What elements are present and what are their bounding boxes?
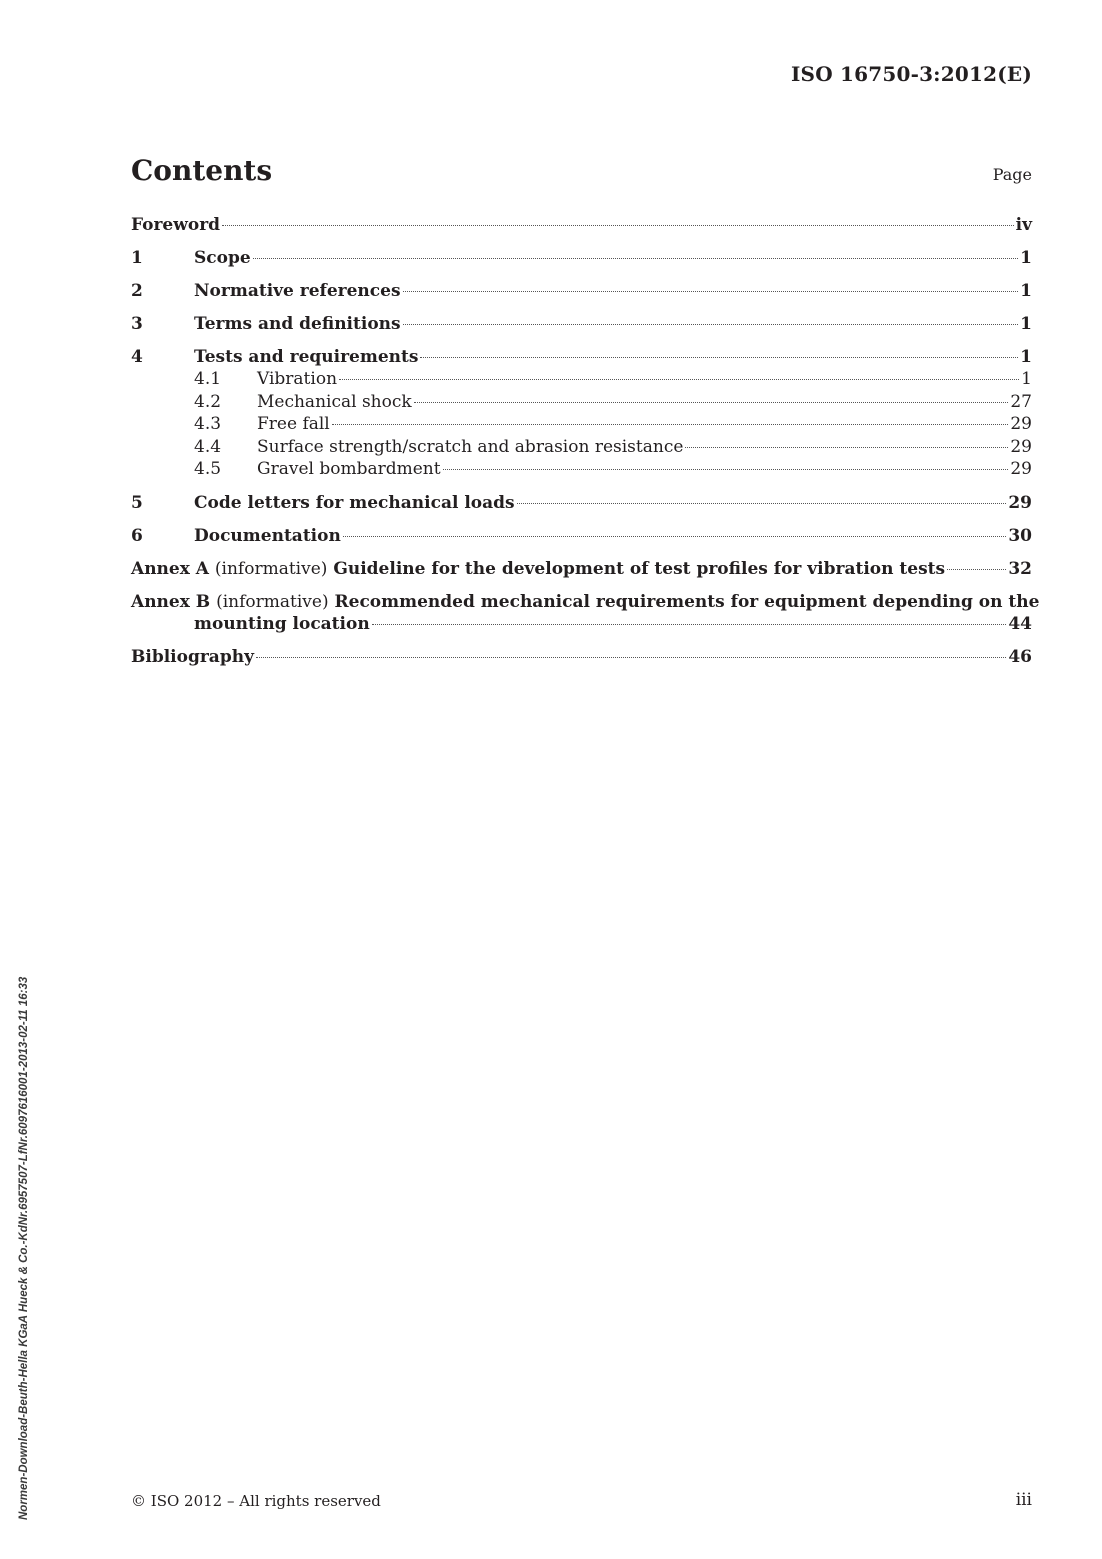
- dot-leader: [517, 503, 1007, 504]
- toc-entry-terms-and-definitions[interactable]: [131, 313, 1032, 335]
- toc-entry-title: Surface strength/scratch and abrasion resistance: [257, 436, 684, 457]
- toc-subentry-free-fall[interactable]: [131, 413, 1032, 436]
- toc-entry-page: 29: [1010, 459, 1032, 479]
- toc-entry-page: 29: [1010, 436, 1032, 457]
- toc-entry-page: 1: [1020, 314, 1032, 334]
- toc-entry-page: iv: [1015, 215, 1032, 235]
- dot-leader: [414, 402, 1009, 403]
- annex-label: Annex B: [131, 591, 211, 612]
- toc-entry-title: Bibliography: [131, 646, 254, 667]
- toc-subentry-vibration[interactable]: [131, 368, 1032, 391]
- annex-title: Recommended mechanical requirements for equipment depending on the: [334, 591, 1040, 612]
- toc-entry-number: 4.3: [194, 414, 222, 434]
- toc-entry-number: 3: [131, 314, 143, 334]
- toc-entry-page: 1: [1021, 369, 1032, 389]
- contents-title: Contents: [131, 154, 273, 187]
- toc-entry-title: [131, 558, 945, 580]
- annex-b-title-line1: [131, 591, 1040, 613]
- toc-entry-code-letters[interactable]: [131, 492, 1032, 514]
- toc-entry-page: 27: [1010, 391, 1032, 412]
- toc-entry-page: 1: [1020, 281, 1032, 301]
- toc-entry-page: 32: [1008, 558, 1032, 579]
- dot-leader: [403, 291, 1019, 292]
- toc-entry-number: 5: [131, 492, 143, 513]
- toc-entry-number: 2: [131, 281, 143, 301]
- dot-leader: [372, 624, 1007, 625]
- toc-entry-page: 29: [1010, 414, 1032, 434]
- annex-type: (informative): [216, 591, 329, 612]
- toc-entry-normative-references[interactable]: [131, 280, 1032, 302]
- toc-entry-bibliography[interactable]: [131, 646, 1032, 668]
- dot-leader: [685, 447, 1008, 448]
- toc-entry-scope[interactable]: [131, 247, 1032, 269]
- toc-entry-number: 4.4: [194, 436, 222, 457]
- annex-title: Guideline for the development of test profiles for vibration tests: [333, 558, 946, 579]
- toc-entry-title: Documentation: [194, 525, 341, 546]
- toc-subentry-mechanical-shock[interactable]: [131, 391, 1032, 414]
- annex-b-title-line2: [131, 613, 1032, 635]
- dot-leader: [332, 424, 1009, 425]
- dot-leader: [420, 357, 1018, 358]
- toc-entry-page: 30: [1008, 525, 1032, 546]
- toc-entry-title: Terms and definitions: [194, 314, 401, 334]
- dot-leader: [403, 324, 1019, 325]
- toc-entry-title: Vibration: [257, 369, 338, 389]
- toc-entry-page: 46: [1008, 646, 1032, 667]
- toc-entry-annex-b[interactable]: [131, 591, 1040, 635]
- dot-leader: [947, 569, 1006, 570]
- toc-subentry-surface-strength[interactable]: [131, 436, 1032, 459]
- dot-leader: [222, 225, 1014, 226]
- toc-entry-page: 1: [1020, 347, 1032, 367]
- toc-entry-page: 29: [1008, 492, 1032, 513]
- download-watermark: Normen-Download-Beuth-Hella KGaA Hueck & Co.-KdNr.6957507-LfNr.6097616001-2013-02-11 16:33: [18, 976, 30, 1520]
- toc-entry-title: Scope: [194, 248, 251, 268]
- toc-entry-title: Gravel bombardment: [257, 459, 441, 479]
- footer-copyright: © ISO 2012 – All rights reserved: [131, 1492, 381, 1510]
- footer-page-number: iii: [1015, 1490, 1032, 1510]
- annex-label: Annex A: [131, 558, 209, 579]
- toc-entry-title: Free fall: [257, 414, 330, 434]
- dot-leader: [339, 379, 1019, 380]
- toc-entry-documentation[interactable]: [131, 525, 1032, 547]
- page-column-label: Page: [992, 165, 1032, 184]
- toc-entry-foreword[interactable]: [131, 214, 1032, 236]
- toc-entry-number: 1: [131, 248, 143, 268]
- toc-subentry-gravel-bombardment[interactable]: [131, 458, 1032, 481]
- toc-entry-number: 4.1: [194, 369, 222, 389]
- toc-entry-title: Mechanical shock: [257, 391, 412, 412]
- toc-entry-number: 4: [131, 347, 143, 367]
- annex-title-continued: mounting location: [194, 613, 370, 634]
- toc-entry-title: Tests and requirements: [194, 347, 419, 367]
- toc-entry-page: 44: [1008, 613, 1032, 634]
- toc-entry-number: 6: [131, 525, 143, 546]
- toc-entry-title: Normative references: [194, 281, 401, 301]
- toc-entry-title: Foreword: [131, 215, 221, 235]
- dot-leader: [253, 258, 1018, 259]
- toc-entry-annex-a[interactable]: [131, 558, 1032, 580]
- annex-type: (informative): [214, 558, 328, 579]
- toc-entry-title: Code letters for mechanical loads: [194, 492, 515, 513]
- toc-entry-number: 4.2: [194, 391, 222, 412]
- dot-leader: [256, 657, 1006, 658]
- toc-entry-tests-and-requirements[interactable]: [131, 346, 1032, 368]
- dot-leader: [443, 469, 1009, 470]
- dot-leader: [343, 536, 1006, 537]
- toc-entry-number: 4.5: [194, 459, 222, 479]
- document-id: ISO 16750-3:2012(E): [791, 62, 1032, 86]
- table-of-contents: [131, 214, 1040, 679]
- toc-entry-page: 1: [1020, 248, 1032, 268]
